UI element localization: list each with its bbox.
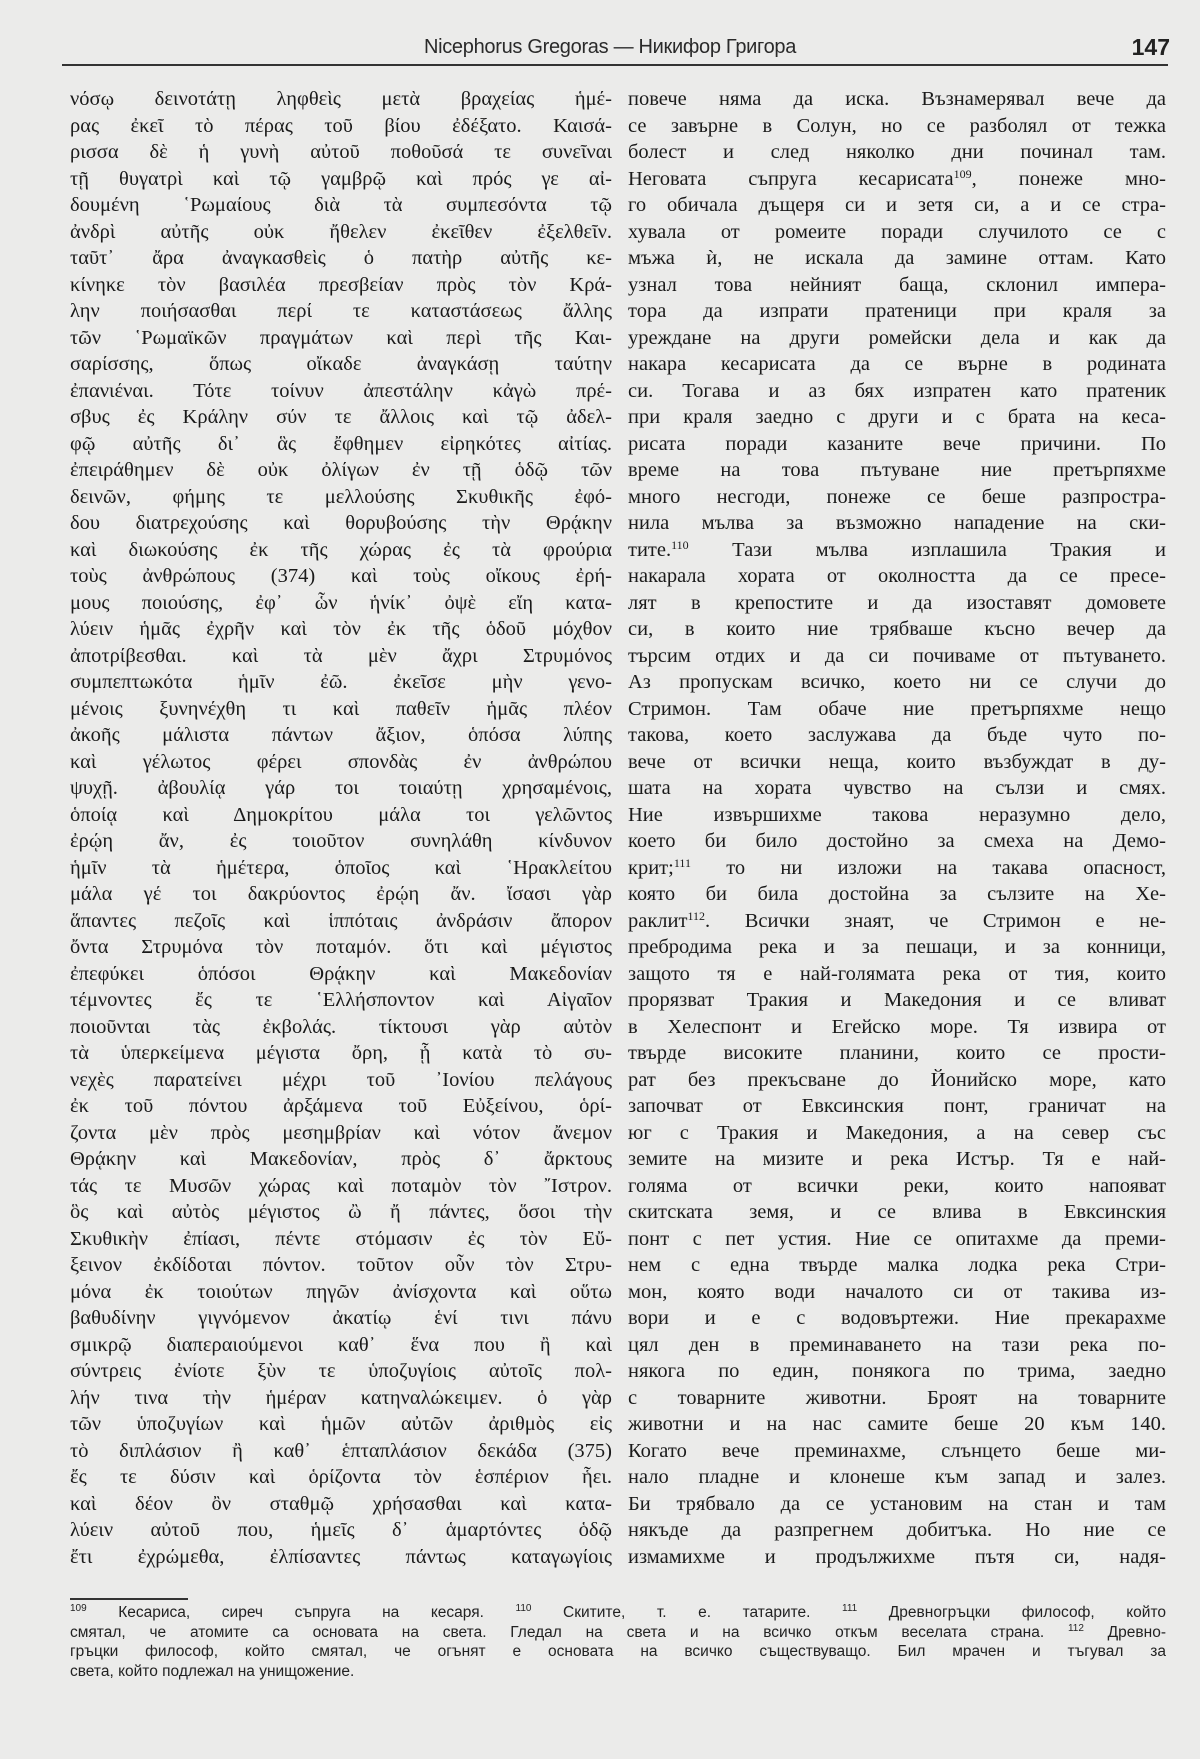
greek-text-line <box>70 113 612 140</box>
bulgarian-text-line <box>628 775 1166 802</box>
greek-text-line <box>70 537 612 564</box>
text-run: нало пладне и клонеше към запад и залез. <box>628 1466 1166 1488</box>
bulgarian-text-line <box>628 961 1166 988</box>
text-run: животни и на нас самите беше 20 към 140. <box>628 1413 1166 1435</box>
text-run: рисата поради казаните вече причини. По <box>628 432 1166 455</box>
footnote-marker: 110 <box>671 537 689 552</box>
text-run: τάς τε Μυσῶν χώρας καὶ ποταμὸν τὸν ῎Ιστρον. <box>70 1174 612 1197</box>
bulgarian-text-line <box>628 1279 1166 1306</box>
bulgarian-text-line <box>628 537 1166 564</box>
text-run: ξεινον ἐκδίδοται πόντον. τοῦτον οὖν τὸν Στρυ- <box>70 1254 612 1276</box>
bulgarian-text-line <box>628 378 1166 405</box>
greek-text-line <box>70 1146 612 1173</box>
footnote-marker: 110 <box>515 1603 532 1614</box>
text-run: защото тя е най-голямата река от тия, които <box>628 962 1166 985</box>
greek-text-line <box>70 908 612 935</box>
footnote-marker: 111 <box>673 855 691 870</box>
text-run: τῶν ῾Ρωμαϊκῶν πραγμάτων καὶ περὶ τῆς Και- <box>70 326 612 349</box>
greek-text-line <box>70 272 612 299</box>
text-run: крит; <box>628 856 674 879</box>
bulgarian-text-line <box>628 1385 1166 1412</box>
greek-text-line <box>70 722 612 749</box>
text-run: λύειν αὐτοῦ που, ἡμεῖς δ᾽ ἁμαρτόντες ὁδῷ <box>70 1519 612 1541</box>
bulgarian-text-line <box>628 272 1166 299</box>
bulgarian-text-line <box>628 510 1166 537</box>
greek-text-line <box>70 325 612 352</box>
greek-text-line <box>70 245 612 272</box>
greek-text-line <box>70 961 612 988</box>
text-run: δουμένη ῾Ρωμαίους διὰ τὰ συμπεσόντα τῷ <box>70 194 612 216</box>
text-run: понт с пет устия. Ние се опитахме да преми- <box>628 1227 1166 1250</box>
bulgarian-text-line <box>628 1491 1166 1518</box>
text-run: , понеже мно- <box>971 167 1166 190</box>
greek-text-line <box>70 1226 612 1253</box>
bulgarian-text-line <box>628 855 1166 882</box>
text-run: вече от всички неща, които възбуждат в ду- <box>628 750 1166 773</box>
text-run: κίνηκε τὸν βασιλέα πρεσβείαν πρὸς τὸν Κρά- <box>70 273 612 296</box>
text-run: Тази мълва изплашила Тракия и <box>688 538 1166 561</box>
bulgarian-text-line <box>628 1173 1166 1200</box>
greek-text-line <box>70 1332 612 1359</box>
text-run: νόσῳ δεινοτάτῃ ληφθεὶς μετὰ βραχείας ἡμέ- <box>70 88 612 110</box>
text-run: ἀκοῆς μάλιστα πάντων ἄξιον, ὁπόσα λύπης <box>70 724 612 746</box>
bulgarian-text-line <box>628 113 1166 140</box>
text-run: шата на хората чувство на сълзи и смях. <box>628 777 1166 799</box>
text-run: ρας ἐκεῖ τὸ πέρας τοῦ βίου ἐδέξατο. Καισά- <box>70 114 612 137</box>
text-run: което би било достойно за смеха на Демо- <box>628 830 1166 852</box>
bulgarian-text-line <box>628 166 1166 193</box>
text-run: βαθυδίνην γιγνόμενον ἀκατίῳ ἑνί τινι πάνυ <box>70 1307 612 1329</box>
text-run: ὄντα Στρυμόνα τὸν ποταμόν. ὅτι καὶ μέγιστος <box>70 936 612 958</box>
bulgarian-text-line <box>628 987 1166 1014</box>
text-run: земите на мизите и река Истър. Тя е най- <box>628 1148 1166 1170</box>
greek-text-line <box>70 1464 612 1491</box>
greek-text-line <box>70 86 612 113</box>
text-run: τῇ θυγατρὶ καὶ τῷ γαμβρῷ καὶ πρός γε αἰ- <box>70 167 612 190</box>
bulgarian-text-line <box>628 192 1166 219</box>
text-run: много несгоди, понеже се беше разпростра- <box>628 485 1166 508</box>
greek-text-line <box>70 1014 612 1041</box>
bulgarian-text-line <box>628 643 1166 670</box>
text-run: рат без прекъсване до Йонийско море, като <box>628 1068 1166 1091</box>
text-run: ἡμῖν τὰ ἡμέτερα, ὁποῖος καὶ ῾Ηρακλείτου <box>70 856 612 879</box>
greek-text-line <box>70 166 612 193</box>
text-run: узнал това нейният баща, склонил импера- <box>628 273 1166 296</box>
text-run: Скитите, т. е. татарите. <box>531 1604 843 1621</box>
text-run: φῷ αὐτῆς δι᾽ ἃς ἔφθημεν εἰρηκότες αἰτίας. <box>70 432 612 455</box>
footnote-marker: 112 <box>687 908 706 923</box>
greek-text-line <box>70 987 612 1014</box>
text-run: Би трябвало да се установим на стан и там <box>628 1492 1166 1515</box>
greek-text-line <box>70 1385 612 1412</box>
text-run: гръцки философ, който смятал, че огънят е основата на всичко съществуващо. Бил мрачен и тъгувал за <box>70 1643 1166 1660</box>
text-run: измамихме и продължихме пътя си, надя- <box>628 1545 1166 1568</box>
text-run: някъде да разпрегнем добитъка. Но ние се <box>628 1519 1166 1541</box>
text-run: νεχὲς παρατείνει μέχρι τοῦ ᾽Ιονίου πελάγους <box>70 1068 612 1091</box>
greek-text-line <box>70 431 612 458</box>
text-run: συμπεπτωκότα ἡμῖν ἐῶ. ἐκεῖσε μὴν γενο- <box>70 671 612 693</box>
greek-text-line <box>70 828 612 855</box>
text-run: τέμνοντες ἔς τε ῾Ελλήσποντον καὶ Αἰγαῖον <box>70 989 612 1011</box>
text-run: λήν τινα τὴν ἡμέραν κατηναλώκειμεν. ὁ γὰρ <box>70 1386 612 1409</box>
text-run: накарала хората от околността да се пресе- <box>628 565 1166 587</box>
text-run: ἐπεφύκει ὁπόσοι Θρᾴκην καὶ Μακεδονίαν <box>70 962 612 985</box>
bulgarian-text-line <box>628 722 1166 749</box>
text-run: ἐρῴη ἄν, ἐς τοιοῦτον συνηλάθη κίνδυνον <box>70 830 612 852</box>
footnote-marker: 111 <box>842 1603 858 1614</box>
text-run: ταῦτ᾽ ἄρα ἀναγκασθεὶς ὁ πατὴρ αὐτῆς κε- <box>70 247 612 269</box>
text-run: го обичала дъщеря си и зетя си, а и се стра- <box>628 194 1166 216</box>
text-run: твърде високите планини, които се прости- <box>628 1042 1166 1064</box>
header-rule <box>62 64 1168 66</box>
bulgarian-text-line <box>628 1226 1166 1253</box>
bulgarian-text-line <box>628 139 1166 166</box>
bulgarian-text-line <box>628 1146 1166 1173</box>
text-run: смятал, че атомите са основата на света. Гледал на света и на всичко откъм веселата страна. <box>70 1623 1068 1641</box>
text-run: която би била достойна за сълзите на Хе- <box>628 883 1166 905</box>
text-run: τῶν ὑποζυγίων καὶ ἡμῶν αὐτῶν ἀριθμὸς εἰς <box>70 1413 612 1435</box>
text-run: голяма от всички реки, които напояват <box>628 1174 1166 1197</box>
text-run: прорязват Тракия и Македония и се вливат <box>628 989 1166 1011</box>
text-run: ἀνδρὶ αὐτῆς οὐκ ἤθελεν ἐκεῖθεν ἐξελθεῖν. <box>70 220 612 243</box>
text-run: λύειν ἡμᾶς ἐχρῆν καὶ τὸν ἐκ τῆς ὁδοῦ μόχθον <box>70 618 612 640</box>
bulgarian-text-line <box>628 219 1166 246</box>
text-run: мон, която води началото си от такива из- <box>628 1280 1166 1303</box>
text-run: повече няма да иска. Възнамерявал вече да <box>628 88 1166 110</box>
text-run: някога по един, понякога по трима, заедно <box>628 1360 1166 1382</box>
text-run: Стримон. Там обаче ние претърпяхме нещо <box>628 697 1166 720</box>
footnote-marker: 109 <box>953 166 972 181</box>
greek-text-line <box>70 669 612 696</box>
bulgarian-text-line <box>628 1199 1166 1226</box>
text-run: време на това пътуване ние претърпяхме <box>628 459 1166 481</box>
greek-text-line <box>70 1173 612 1200</box>
greek-text-line <box>70 1067 612 1094</box>
text-run: μόνα ἐκ τοιούτων πηγῶν ἀνίσχοντα καὶ οὕτω <box>70 1280 612 1303</box>
text-run: σβυς ἐς Κράλην σύν τε ἄλλοις καὶ τῷ ἀδελ- <box>70 406 612 428</box>
greek-text-line <box>70 192 612 219</box>
greek-text-line <box>70 934 612 961</box>
text-run: пребродима река и за пешаци, и за конници, <box>628 936 1166 958</box>
greek-text-line <box>70 1411 612 1438</box>
bulgarian-text-line <box>628 325 1166 352</box>
text-run: света, който подлежал на унищожение. <box>70 1662 355 1680</box>
text-run: μάλα γέ τοι δακρύοντος ἐρῴη ἄν. ἴσασι γὰρ <box>70 883 612 905</box>
greek-text-line <box>70 1040 612 1067</box>
text-run: ὃς καὶ αὐτὸς μέγιστος ὢ ἤ πάντες, ὅσοι τὴν <box>70 1201 612 1223</box>
text-run: раклит <box>628 909 688 932</box>
greek-text-line <box>70 749 612 776</box>
text-run: при краля заедно с други и с брата на кеса- <box>628 406 1166 428</box>
bulgarian-text-line <box>628 1120 1166 1147</box>
greek-text-line <box>70 881 612 908</box>
bulgarian-text-line <box>628 1252 1166 1279</box>
text-run: δεινῶν, φήμης τε μελλούσης Σκυθικῆς ἐφό- <box>70 485 612 508</box>
bulgarian-text-line <box>628 802 1166 829</box>
text-run: ψυχῇ. ἀβουλίᾳ γάρ τοι τοιαύτῃ χρησαμένοις, <box>70 777 612 799</box>
running-header-title: Nicephorus Gregoras — Никифор Григора <box>423 36 797 58</box>
text-run: тите. <box>628 538 672 561</box>
text-run: ἅπαντες πεζοῖς καὶ ἱππόταις ἀνδράσιν ἄπορον <box>70 909 612 932</box>
bulgarian-text-line <box>628 934 1166 961</box>
page-number: 147 <box>1131 34 1170 60</box>
bulgarian-text-line <box>628 908 1166 935</box>
bulgarian-text-line <box>628 1040 1166 1067</box>
text-run: Кесариса, сиреч съпруга на кесаря. <box>86 1604 516 1621</box>
greek-text-line <box>70 643 612 670</box>
text-run: λην ποιήσασθαι περί τε καταστάσεως ἄλλης <box>70 300 612 322</box>
bulgarian-translation-column <box>628 86 1166 1570</box>
bulgarian-text-line <box>628 245 1166 272</box>
text-run: . Всички знаят, че Стримон е не- <box>705 909 1166 932</box>
greek-text-line <box>70 484 612 511</box>
text-run: си, в които ние трябваше късно вечер да <box>628 618 1166 640</box>
greek-text-line <box>70 1491 612 1518</box>
greek-text-line <box>70 1252 612 1279</box>
text-run: нила мълва за възможно нападение на ски- <box>628 512 1166 534</box>
text-run: лят в крепостите и да изоставят домовете <box>628 591 1166 614</box>
text-run: болест и след няколко дни починал там. <box>628 141 1166 163</box>
text-run: ἀποτρίβεσθαι. καὶ τὰ μὲν ἄχρι Στρυμόνος <box>70 644 612 667</box>
text-run: Σκυθικὴν ἐπίασι, πέντε στόμασιν ἐς τὸν Εὔ- <box>70 1227 612 1250</box>
bulgarian-text-line <box>628 1438 1166 1465</box>
greek-text-line <box>70 1305 612 1332</box>
bulgarian-text-line <box>628 696 1166 723</box>
greek-text-line <box>70 139 612 166</box>
bulgarian-text-line <box>628 828 1166 855</box>
text-run: юг с Тракия и Македония, а на север със <box>628 1121 1166 1144</box>
bulgarian-text-line <box>628 881 1166 908</box>
text-run: τὸ διπλάσιον ἢ καθ᾽ ἑπταπλάσιον δεκάδα (375) <box>70 1439 612 1462</box>
text-run: τοὺς ἀνθρώπους (374) καὶ τοὺς οἴκους ἐρή- <box>70 565 612 587</box>
text-run: се завърне в Солун, но се разболял от тежка <box>628 114 1166 137</box>
text-run: ἐκ τοῦ πόντου ἀρξάμενα τοῦ Εὐξείνου, ὁρί- <box>70 1095 612 1117</box>
text-run: ἐπανιέναι. Τότε τοίνυν ἀπεστάλην κἀγὼ πρέ- <box>70 379 612 402</box>
bulgarian-text-line <box>628 749 1166 776</box>
text-run: ποιοῦνται τὰς ἐκβολάς. τίκτουσι γὰρ αὐτὸν <box>70 1015 612 1038</box>
bulgarian-text-line <box>628 1464 1166 1491</box>
text-run: Древногръцки философ, който <box>857 1604 1166 1621</box>
greek-text-line <box>70 378 612 405</box>
text-run: хувала от ромеите поради случилото се с <box>628 220 1166 243</box>
text-run: в Хелеспонт и Егейско море. Тя извира от <box>628 1015 1166 1038</box>
text-run: Θρᾴκην καὶ Μακεδονίαν, πρὸς δ᾽ ἄρκτους <box>70 1148 612 1170</box>
greek-text-line <box>70 616 612 643</box>
greek-text-line <box>70 298 612 325</box>
footnote-line <box>70 1642 1166 1662</box>
footnote-line <box>70 1623 1166 1643</box>
bulgarian-text-line <box>628 86 1166 113</box>
text-run: с товарните животни. Броят на товарните <box>628 1386 1166 1409</box>
greek-text-line <box>70 1438 612 1465</box>
bulgarian-text-line <box>628 1332 1166 1359</box>
text-run: σμικρῷ διαπεραιούμενοι καθ᾽ ἕνα που ἢ καὶ <box>70 1333 612 1356</box>
greek-text-line <box>70 1517 612 1544</box>
text-run: тора да изпрати пратеници при краля за <box>628 300 1166 322</box>
greek-text-line <box>70 351 612 378</box>
greek-text-line <box>70 457 612 484</box>
footnote-marker: 109 <box>70 1603 87 1614</box>
footnote-line <box>70 1603 1166 1623</box>
bulgarian-text-line <box>628 616 1166 643</box>
greek-text-line <box>70 219 612 246</box>
text-run: вори и е с водовъртежи. Ние прекарахме <box>628 1307 1166 1329</box>
text-run: накара кесарисата да се върне в родината <box>628 353 1166 375</box>
text-run: καὶ γέλωτος φέρει σπονδὰς ἐν ἀνθρώπου <box>70 750 612 773</box>
bulgarian-text-line <box>628 457 1166 484</box>
footnotes <box>70 1603 1166 1681</box>
greek-text-line <box>70 1279 612 1306</box>
bulgarian-text-line <box>628 351 1166 378</box>
text-run: уреждане на други ромейски дела и как да <box>628 326 1166 349</box>
text-run: цял ден в преминаването на тази река по- <box>628 1333 1166 1356</box>
bulgarian-text-line <box>628 431 1166 458</box>
bulgarian-text-line <box>628 1544 1166 1571</box>
text-run: то ни изложи на такава опасност, <box>690 856 1166 879</box>
text-run: Когато вече преминахме, слънцето беше ми- <box>628 1439 1166 1462</box>
greek-text-line <box>70 775 612 802</box>
greek-text-line <box>70 404 612 431</box>
bulgarian-text-line <box>628 1014 1166 1041</box>
text-run: ὁποίᾳ καὶ Δημοκρίτου μάλα τοι γελῶντος <box>70 803 612 826</box>
text-run: мъжа ѝ, не искала да замине оттам. Като <box>628 247 1166 269</box>
text-run: нем с една твърде малка лодка река Стри- <box>628 1254 1166 1276</box>
bulgarian-text-line <box>628 404 1166 431</box>
greek-text-line <box>70 802 612 829</box>
text-run: ζοντα μὲν πρὸς μεσημβρίαν καὶ νότον ἄνεμον <box>70 1121 612 1144</box>
bulgarian-text-line <box>628 590 1166 617</box>
text-run: μένοις ξυνηνέχθη τι καὶ παθεῖν ἡμᾶς πλέον <box>70 697 612 720</box>
bulgarian-text-line <box>628 484 1166 511</box>
greek-text-line <box>70 563 612 590</box>
text-run: μους ποιούσης, ἐφ᾽ ὧν ἡνίκ᾽ ὀψὲ εἴη κατα- <box>70 591 612 614</box>
text-run: Неговата съпруга кесарисата <box>628 167 954 190</box>
bulgarian-text-line <box>628 1517 1166 1544</box>
text-run: δου διατρεχούσης καὶ θορυβούσης τὴν Θρᾴκην <box>70 512 612 534</box>
text-run: ἔτι ἐχρώμεθα, ἐλπίσαντες πάντως καταγωγίοις <box>70 1545 612 1568</box>
text-run: ρισσα δὲ ἡ γυνὴ αὐτοῦ ποθοῦσά τε συνεῖναι <box>70 141 612 163</box>
greek-text-line <box>70 1120 612 1147</box>
footnote-line <box>70 1662 1166 1682</box>
text-run: ἔς τε δύσιν καὶ ὁρίζοντα τὸν ἑσπέριον ἧει. <box>70 1466 612 1488</box>
bulgarian-text-line <box>628 1305 1166 1332</box>
text-run: си. Тогава и аз бях изпратен като пратеник <box>628 379 1166 402</box>
bulgarian-text-line <box>628 298 1166 325</box>
text-run: ἐπειράθημεν δὲ οὐκ ὀλίγων ἐν τῇ ὁδῷ τῶν <box>70 459 612 481</box>
bulgarian-text-line <box>628 669 1166 696</box>
greek-text-line <box>70 1544 612 1571</box>
text-run: καὶ δέον ὂν σταθμῷ χρήσασθαι καὶ κατα- <box>70 1492 612 1515</box>
footnote-rule <box>70 1598 188 1600</box>
greek-text-line <box>70 696 612 723</box>
bulgarian-text-line <box>628 1411 1166 1438</box>
text-run: скитската земя, и се влива в Евксинския <box>628 1201 1166 1223</box>
greek-text-line <box>70 1093 612 1120</box>
text-run: започват от Евксинския понт, граничат на <box>628 1095 1166 1117</box>
text-run: Аз пропускам всичко, което ни се случи до <box>628 671 1166 693</box>
greek-text-line <box>70 1199 612 1226</box>
greek-text-line <box>70 590 612 617</box>
greek-text-line <box>70 1358 612 1385</box>
greek-text-line <box>70 855 612 882</box>
text-run: Ние извършихме такова неразумно дело, <box>628 803 1166 826</box>
bulgarian-text-line <box>628 563 1166 590</box>
greek-text-line <box>70 510 612 537</box>
text-run: такова, което заслужава да бъде чуто по- <box>628 724 1166 746</box>
text-run: καὶ διωκούσης ἐκ τῆς χώρας ἐς τὰ φρούρια <box>70 538 612 561</box>
text-run: Древно- <box>1083 1623 1166 1641</box>
bulgarian-text-line <box>628 1093 1166 1120</box>
greek-text-column <box>70 86 612 1570</box>
text-run: τὰ ὑπερκείμενα μέγιστα ὄρη, ᾗ κατὰ τὸ συ- <box>70 1042 612 1064</box>
bulgarian-text-line <box>628 1358 1166 1385</box>
text-run: σύντρεις ἐνίοτε ξὺν τε ὑποζυγίοις αὐτοῖς πολ- <box>70 1360 612 1382</box>
footnote-marker: 112 <box>1067 1622 1084 1634</box>
text-run: търсим отдих и да си почиваме от пътуването. <box>628 644 1166 667</box>
text-run: σαρίσσης, ὅπως οἴκαδε ἀναγκάσῃ ταύτην <box>70 353 612 375</box>
bulgarian-text-line <box>628 1067 1166 1094</box>
